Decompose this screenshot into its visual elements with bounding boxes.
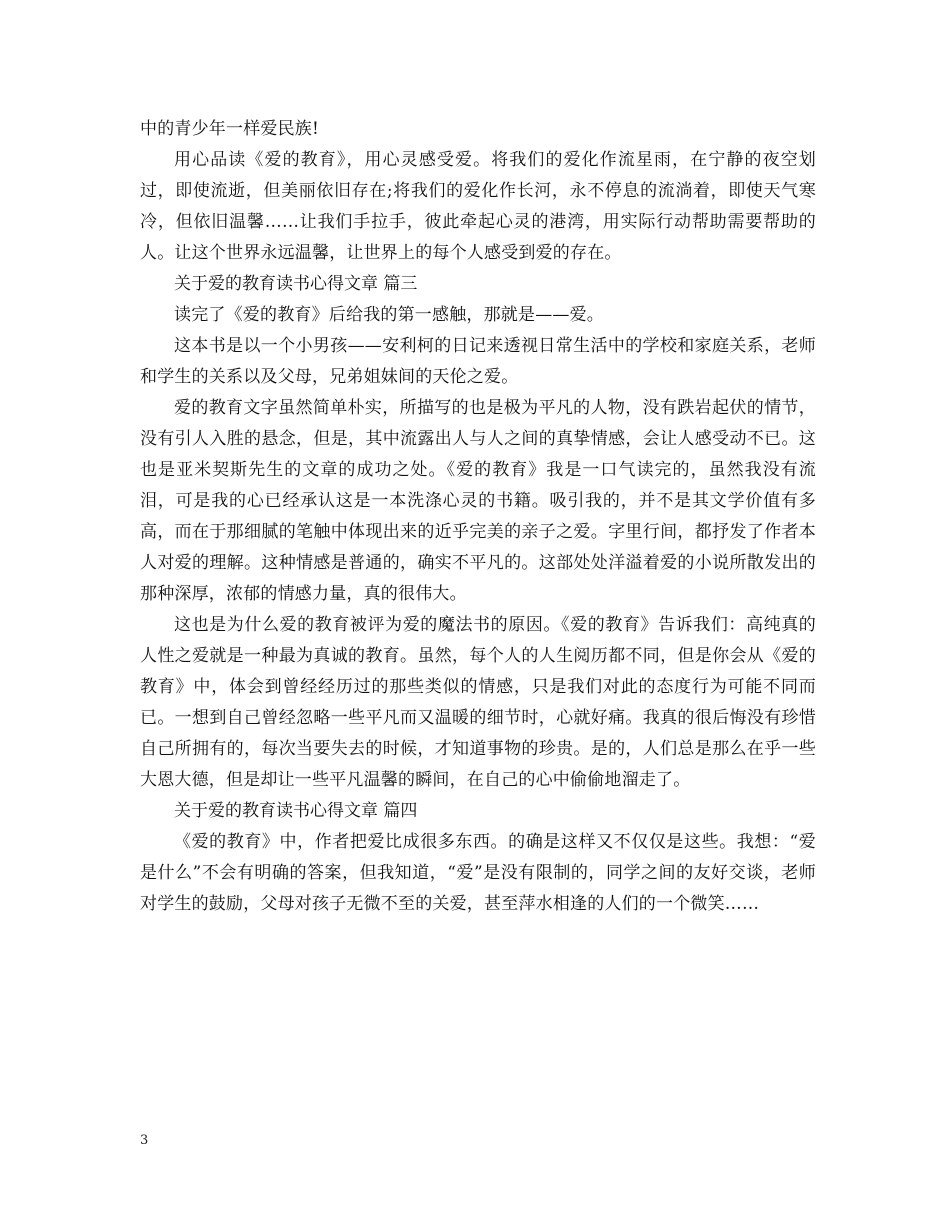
paragraph: 这也是为什么爱的教育被评为爱的魔法书的原因。《爱的教育》告诉我们：高纯真的人性之爱就是一种最为真诚的教育。虽然，每个人的人生阅历都不同，但是你会从《爱的教育》中，体会到曾经经历过的那些类似的情感，只是我们对此的态度行为可能不同而已。一想到自己曾经忽略一些平凡而又温暖的细节时，心就好痛。我真的很后悔没有珍惜自己所拥有的，每次当要失去的时候，才知道事物的珍贵。是的，人们总是那么在乎一些大恩大德，但是却让一些平凡温馨的瞬间，在自己的心中偷偷地溜走了。 — [140, 615, 816, 790]
section-heading: 关于爱的教育读书心得文章 篇三 — [174, 274, 418, 294]
paragraph: 用心品读《爱的教育》，用心灵感受爱。将我们的爱化作流星雨，在宁静的夜空划过，即使流逝，但美丽依旧存在;将我们的爱化作长河，永不停息的流淌着，即使天气寒冷，但依旧温馨……让我们手拉手，彼此牵起心灵的港湾，用实际行动帮助需要帮助的人。让这个世界永远温馨，让世界上的每个人感受到爱的存在。 — [140, 150, 816, 263]
paragraph: 《爱的教育》中，作者把爱比成很多东西。的确是这样又不仅仅是这些。我想：“爱是什么”不会有明确的答案，但我知道，“爱”是没有限制的，同学之间的友好交谈，老师对学生的鼓励，父母对孩子无微不至的关爱，甚至萍水相逢的人们的一个微笑…… — [140, 832, 816, 914]
paragraph: 读完了《爱的教育》后给我的第一感触，那就是——爱。 — [174, 305, 604, 325]
paragraph-continuation: 中的青少年一样爱民族! — [140, 119, 320, 139]
section-heading: 关于爱的教育读书心得文章 篇四 — [174, 801, 418, 821]
paragraph: 这本书是以一个小男孩——安利柯的日记来透视日常生活中的学校和家庭关系，老师和学生的关系以及父母，兄弟姐妹间的天伦之爱。 — [140, 336, 816, 387]
page-number: 3 — [140, 1133, 149, 1148]
paragraph: 爱的教育文字虽然简单朴实，所描写的也是极为平凡的人物，没有跌岩起伏的情节，没有引人入胜的悬念，但是，其中流露出人与人之间的真挚情感，会让人感受动不已。这也是亚米契斯先生的文章的成功之处。《爱的教育》我是一口气读完的，虽然我没有流泪，可是我的心已经承认这是一本洗涤心灵的书籍。吸引我的，并不是其文学价值有多高，而在于那细腻的笔触中体现出来的近乎完美的亲子之爱。字里行间，都抒发了作者本人对爱的理解。这种情感是普通的，确实不平凡的。这部处处洋溢着爱的小说所散发出的那种深厚，浓郁的情感力量，真的很伟大。 — [140, 398, 816, 604]
document-body — [140, 114, 816, 920]
